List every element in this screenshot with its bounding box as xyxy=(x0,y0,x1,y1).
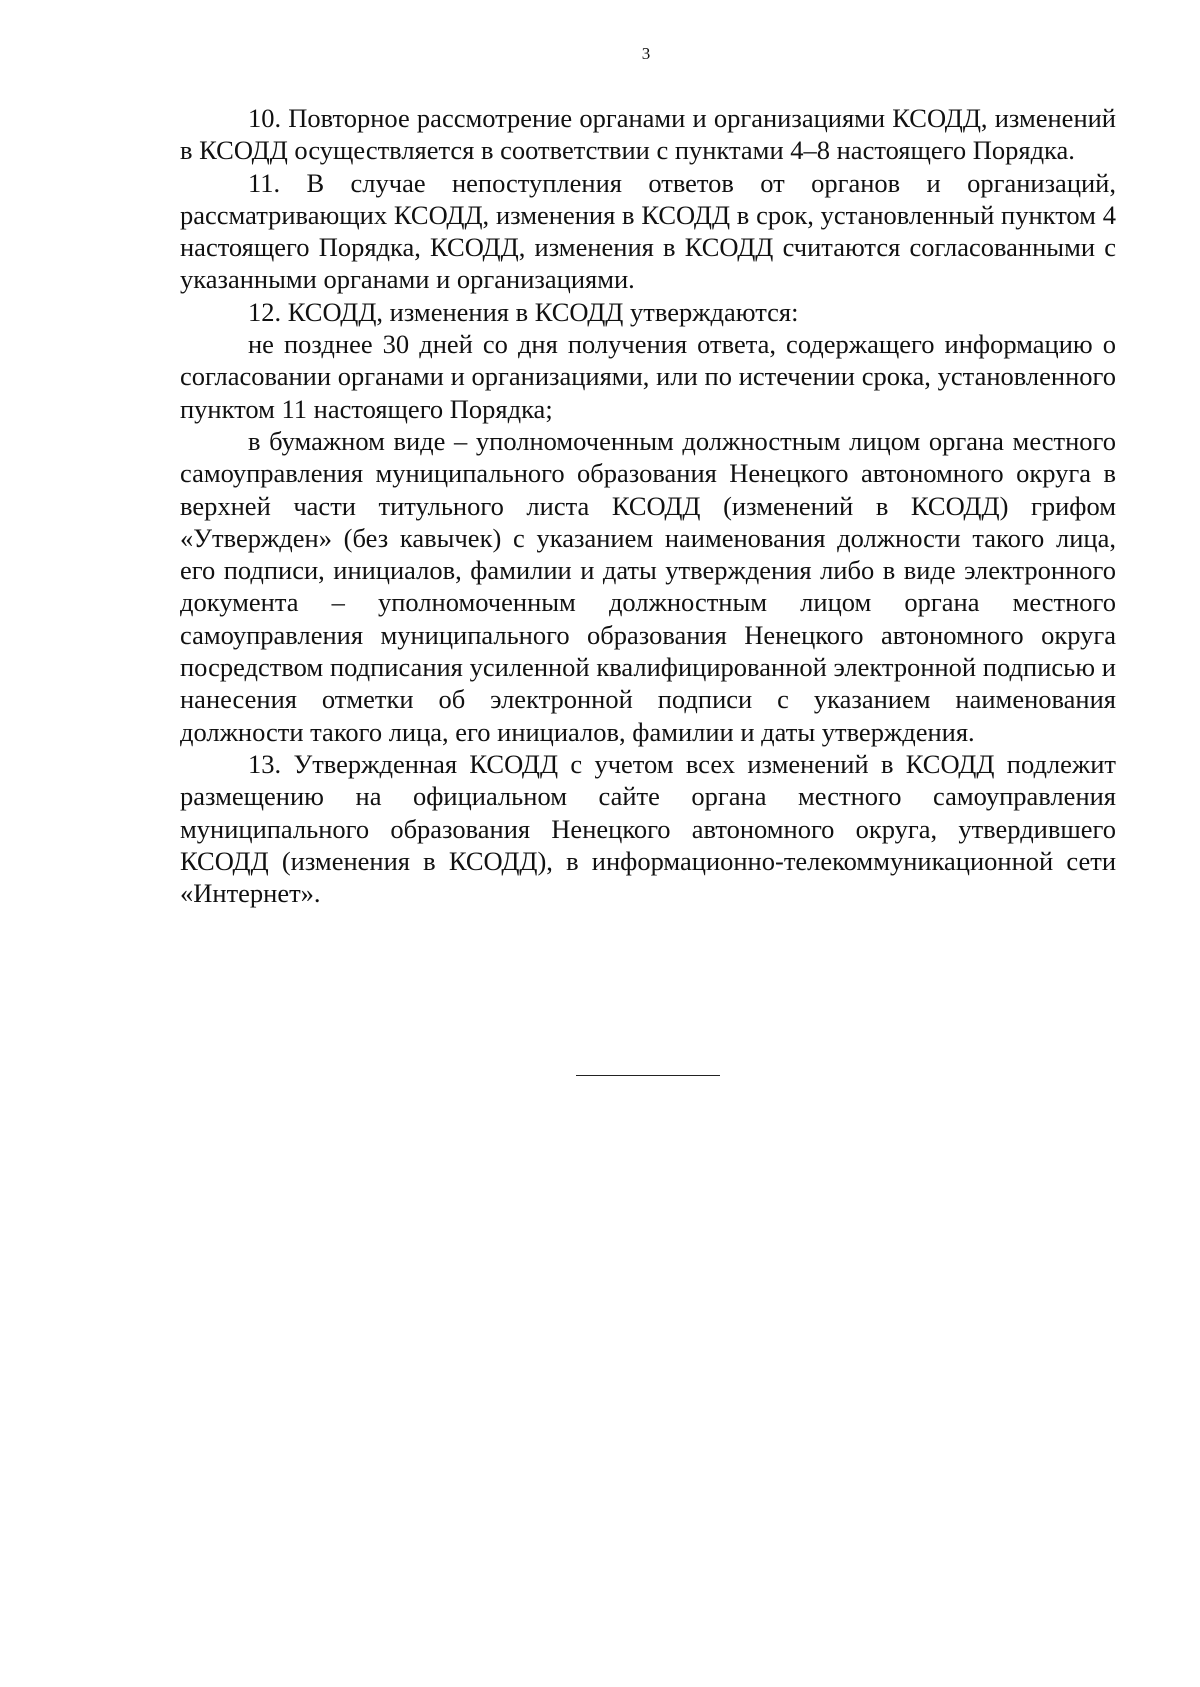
paragraph-11: 11. В случае непоступления ответов от органов и организаций, рассматривающих КСОДД, изменения в КСОДД в срок, установленный пунктом 4 настоящего Порядка, КСОДД, изменения в КСОДД считаются согласованными с указанными органами и организациями. xyxy=(180,167,1116,295)
paragraph-12-form: в бумажном виде – уполномоченным должностным лицом органа местного самоуправления муниципального образования Ненецкого автономного округа в верхней части титульного листа КСОДД (изменений в КСОДД) грифом «Утвержден» (без кавычек) с указанием наименования должности такого лица, его подписи, инициалов, фамилии и даты утверждения либо в виде электронного документа – уполномоченным должностным лицом органа местного самоуправления муниципального образования Ненецкого автономного округа посредством подписания усиленной квалифицированной электронной подписью и нанесения отметки об электронной подписи с указанием наименования должности такого лица, его инициалов, фамилии и даты утверждения. xyxy=(180,425,1116,747)
page-number: 3 xyxy=(641,44,651,63)
paragraph-12: 12. КСОДД, изменения в КСОДД утверждаются: xyxy=(248,296,799,327)
document-body xyxy=(180,102,1116,909)
paragraph-13: 13. Утвержденная КСОДД с учетом всех изменений в КСОДД подлежит размещению на официальном сайте органа местного самоуправления муниципального образования Ненецкого автономного округа, утвердившего КСОДД (изменения в КСОДД), в информационно-телекоммуникационной сети «Интернет». xyxy=(180,748,1116,909)
paragraph-10: 10. Повторное рассмотрение органами и организациями КСОДД, изменений в КСОДД осуществляется в соответствии с пунктами 4–8 настоящего Порядка. xyxy=(180,103,1116,166)
end-of-document-rule xyxy=(576,1075,720,1076)
paragraph-12-deadline: не позднее 30 дней со дня получения ответа, содержащего информацию о согласовании органами и организациями, или по истечении срока, установленного пунктом 11 настоящего Порядка; xyxy=(180,329,1116,424)
